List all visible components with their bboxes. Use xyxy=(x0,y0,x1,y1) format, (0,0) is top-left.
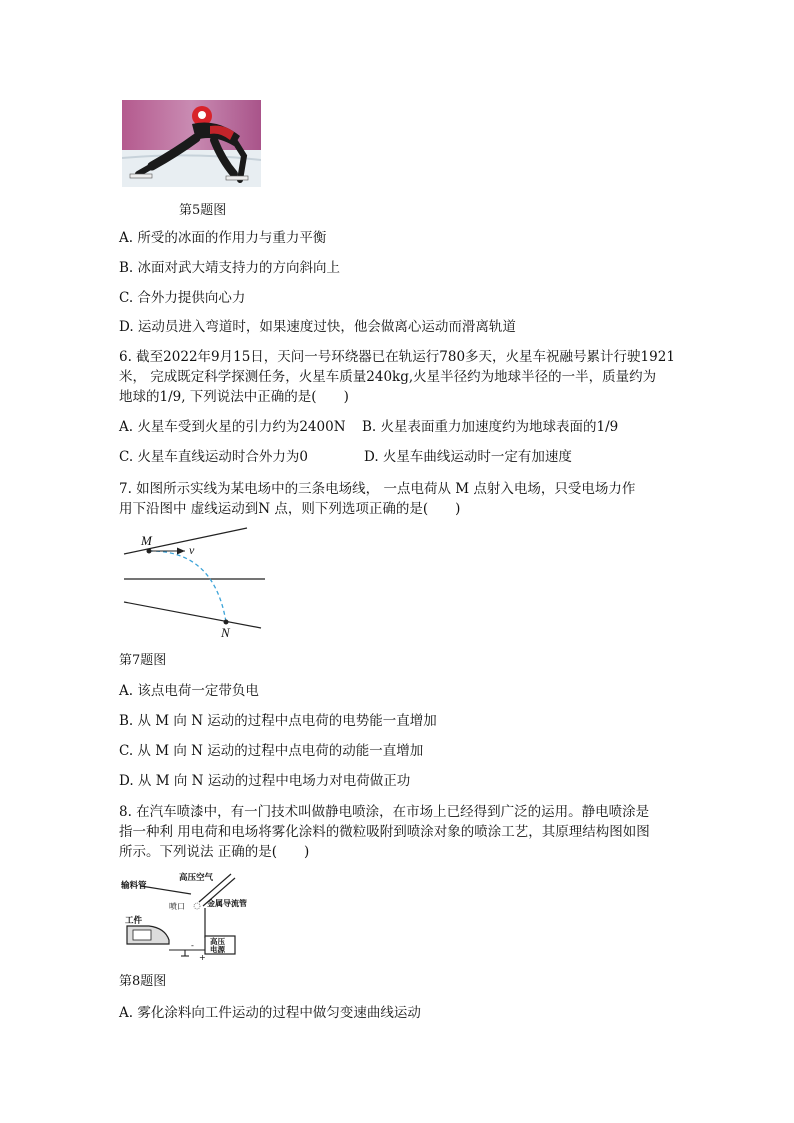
q5-option-b: B. 冰面对武大靖支持力的方向斜向上 xyxy=(119,260,341,276)
q8-option-a: A. 雾化涂料向工件运动的过程中做匀变速曲线运动 xyxy=(119,1005,421,1021)
field-line-bottom xyxy=(124,602,261,628)
q6-option-b: B. 火星表面重力加速度约为地球表面的1/9 xyxy=(362,419,619,435)
q5-option-d: D. 运动员进入弯道时，如果速度过快，他会做离心运动而滑离轨道 xyxy=(119,319,516,335)
workpiece-inner xyxy=(133,930,151,940)
point-n xyxy=(224,620,229,625)
q7-option-c: C. 从 M 向 N 运动的过程中点电荷的动能一直增加 xyxy=(119,743,424,759)
q6-option-c: C. 火星车直线运动时合外力为0 xyxy=(119,449,309,465)
q6-option-d: D. 火星车曲线运动时一定有加速度 xyxy=(364,449,572,465)
electric-field-diagram xyxy=(119,520,269,642)
q8-stem-line-1: 8. 在汽车喷漆中，有一门技术叫做静电喷涂，在市场上已经得到广泛的运用。静电喷涂是 xyxy=(119,804,650,820)
label-work: 工件 xyxy=(125,916,143,926)
label-hv1: 高压 xyxy=(210,937,225,946)
q7-option-a: A. 该点电荷一定带负电 xyxy=(119,683,259,699)
q8-figure-caption: 第8题图 xyxy=(119,974,167,989)
feed-pipe xyxy=(141,886,191,894)
label-v: v xyxy=(189,543,195,557)
label-feed: 输料管 xyxy=(121,881,147,891)
label-plus: + xyxy=(199,953,206,962)
label-gas: 高压空气 xyxy=(179,873,214,883)
q6-stem-line-3: 地球的1/9, 下列说法中正确的是( ) xyxy=(119,389,349,405)
skater-photo xyxy=(122,100,261,187)
electrostatic-spray-diagram xyxy=(119,868,249,962)
q8-stem-line-2: 指一种利 用电荷和电场将雾化涂料的微粒吸附到喷涂对象的喷涂工艺，其原理结构图如图 xyxy=(119,824,650,840)
label-minus: - xyxy=(191,941,194,950)
q7-option-b: B. 从 M 向 N 运动的过程中点电荷的电势能一直增加 xyxy=(119,713,437,729)
q7-figure-caption: 第7题图 xyxy=(119,653,167,668)
label-nozzle: 喷口 xyxy=(169,902,185,911)
q5-option-c: C. 合外力提供向心力 xyxy=(119,290,246,306)
q7-option-d: D. 从 M 向 N 运动的过程中电场力对电荷做正功 xyxy=(119,773,411,789)
trajectory-dashed-curve xyxy=(149,551,226,622)
q6-stem-line-1: 6. 截至2022年9月15日，天问一号环绕器已在轨运行780多天，火星车祝融号累计行驶1921 xyxy=(119,349,675,365)
label-m: M xyxy=(141,533,152,548)
point-m xyxy=(147,549,152,554)
label-guide: 金属导流管 xyxy=(207,899,247,908)
q6-stem-line-2: 米， 完成既定科学探测任务，火星车质量240kg,火星半径约为地球半径的一半，质量约为 xyxy=(119,369,657,385)
q5-figure-caption: 第5题图 xyxy=(179,203,227,218)
q8-stem-line-3: 所示。下列说法 正确的是( ) xyxy=(119,844,310,860)
label-n: N xyxy=(221,625,230,640)
q6-option-a: A. 火星车受到火星的引力约为2400N xyxy=(119,419,346,435)
q7-stem-line-2: 用下沿图中 虚线运动到N 点，则下列选项正确的是( ) xyxy=(119,501,461,517)
skater-illustration xyxy=(122,100,261,187)
label-hv2: 电源 xyxy=(210,945,225,954)
q5-option-a: A. 所受的冰面的作用力与重力平衡 xyxy=(119,230,327,246)
nozzle-spray xyxy=(194,903,200,909)
q7-stem-line-1: 7. 如图所示实线为某电场中的三条电场线， 一点电荷从 M 点射入电场，只受电场力作 xyxy=(119,481,636,497)
velocity-arrow-head xyxy=(177,548,185,555)
